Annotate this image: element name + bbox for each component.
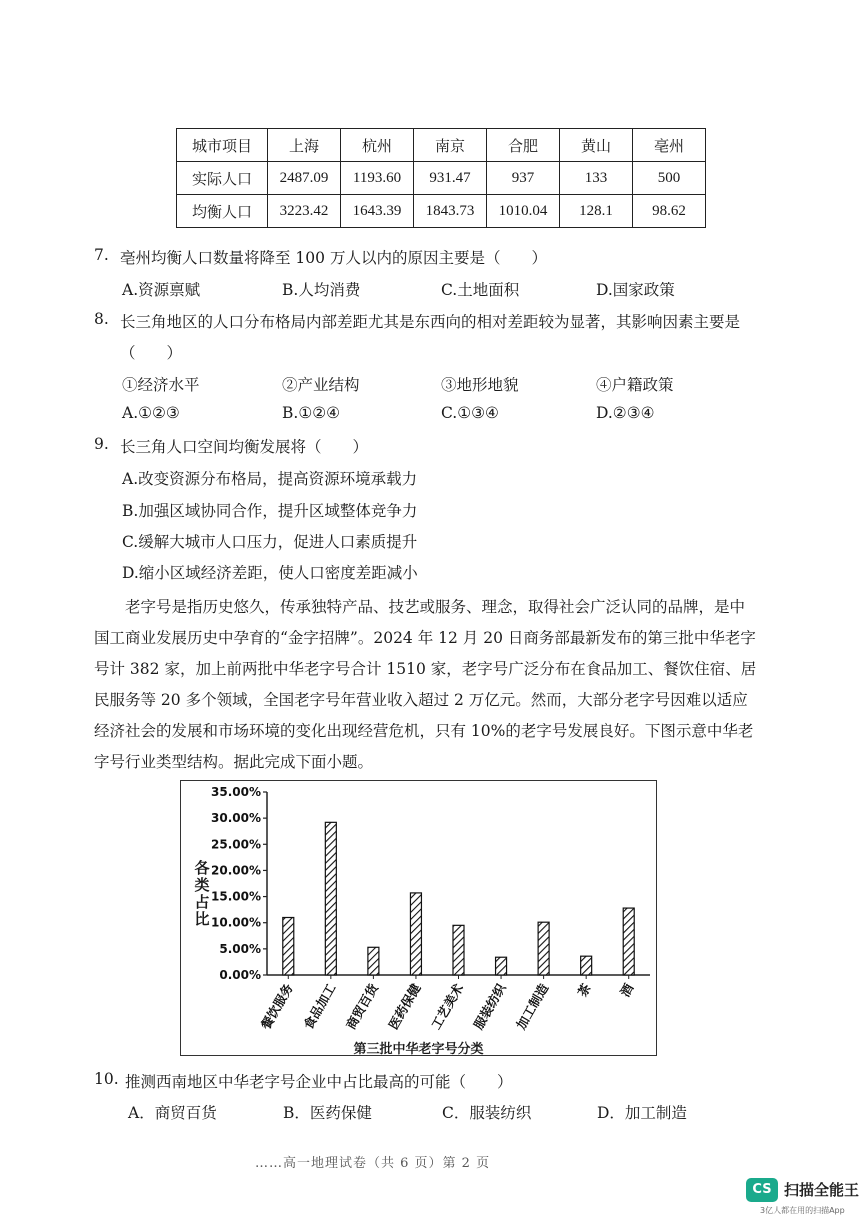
table-cell: 杭州 — [341, 129, 414, 162]
table-cell: 合肥 — [487, 129, 560, 162]
passage-line: 民服务等 20 多个领域，全国老字号年营业收入超过 2 万亿元。然而，大部分老字号因难以适应 — [94, 691, 748, 709]
table-cell: 上海 — [268, 129, 341, 162]
chart-y-tick-label: 15.00% — [211, 889, 261, 904]
table-cell: 500 — [633, 162, 706, 195]
q8-option-b: B.①②④ — [282, 404, 341, 422]
chart-x-tick-label: 加工制造 — [513, 981, 552, 1032]
q7-number: 7. — [94, 246, 109, 264]
q10-option-a: A．商贸百货 — [128, 1104, 217, 1122]
chart-bar — [623, 908, 634, 975]
q8-factor-2: ②产业结构 — [282, 376, 360, 394]
page-footer: ……高一地理试卷（共 6 页）第 2 页 — [255, 1156, 491, 1171]
chart-y-tick-label: 30.00% — [211, 811, 261, 826]
q9-option-d: D.缩小区域经济差距，使人口密度差距减小 — [122, 564, 418, 582]
chart-y-tick-label: 35.00% — [211, 785, 261, 799]
q9-stem: 长三角人口空间均衡发展将（ ） — [120, 438, 369, 456]
chart-x-tick-label: 服装纺织 — [470, 981, 509, 1032]
passage-line: 国工商业发展历史中孕育的“金字招牌”。2024 年 12 月 20 日商务部最新发布的第三批中华老字 — [94, 629, 756, 647]
table-cell: 98.62 — [633, 195, 706, 228]
table-cell: 3223.42 — [268, 195, 341, 228]
camscanner-logo-icon: CS — [746, 1178, 778, 1202]
table-cell: 实际人口 — [177, 162, 268, 195]
table-cell: 931.47 — [414, 162, 487, 195]
table-cell: 南京 — [414, 129, 487, 162]
q10-option-d: D．加工制造 — [597, 1104, 687, 1122]
chart-bar — [283, 917, 294, 975]
q10-stem: 推测西南地区中华老字号企业中占比最高的可能（ ） — [125, 1073, 513, 1091]
q7-option-c: C.土地面积 — [441, 281, 520, 299]
table-cell: 城市项目 — [177, 129, 268, 162]
q8-number: 8. — [94, 310, 109, 328]
table-cell: 均衡人口 — [177, 195, 268, 228]
passage-line: 字号行业类型结构。据此完成下面小题。 — [94, 753, 374, 771]
chart-x-tick-label: 酒 — [617, 981, 637, 1000]
chart-y-tick-label: 25.00% — [211, 837, 261, 852]
chart-x-tick-label: 商贸百货 — [342, 981, 381, 1032]
chart-x-tick-label: 茶 — [574, 981, 594, 1000]
q8-option-c: C.①③④ — [441, 404, 499, 422]
table-cell: 1193.60 — [341, 162, 414, 195]
q8-factor-3: ③地形地貌 — [441, 376, 519, 394]
chart-x-tick-label: 工艺美术 — [428, 981, 467, 1032]
passage-line: 号计 382 家，加上前两批中华老字号合计 1510 家，老字号广泛分布在食品加工、餐饮住宿、居 — [94, 660, 757, 678]
q8-answer-paren: （ ） — [120, 344, 183, 362]
chart-y-tick-label: 5.00% — [219, 941, 261, 956]
q10-option-c: C．服装纺织 — [442, 1104, 532, 1122]
q8-factor-4: ④户籍政策 — [596, 376, 674, 394]
passage-line: 老字号是指历史悠久，传承独特产品、技艺或服务、理念，取得社会广泛认同的品牌，是中 — [94, 598, 746, 616]
table-cell: 亳州 — [633, 129, 706, 162]
chart-bar — [496, 957, 507, 975]
camscanner-tagline: 3亿人都在用的扫描App — [760, 1206, 845, 1215]
table-cell: 黄山 — [560, 129, 633, 162]
table-cell: 1010.04 — [487, 195, 560, 228]
chart-x-tick-label: 餐饮服务 — [257, 981, 296, 1032]
chart-bar — [581, 956, 592, 975]
q10-number: 10. — [94, 1070, 119, 1088]
camscanner-app-name: 扫描全能王 — [784, 1181, 860, 1199]
q7-option-b: B.人均消费 — [282, 281, 361, 299]
chart-bar — [410, 893, 421, 975]
chart-y-tick-label: 0.00% — [219, 968, 261, 982]
q8-option-d: D.②③④ — [596, 404, 655, 422]
table-cell: 1843.73 — [414, 195, 487, 228]
table-cell: 133 — [560, 162, 633, 195]
chart-bar — [368, 947, 379, 975]
q9-option-b: B.加强区域协同合作，提升区域整体竞争力 — [122, 502, 418, 520]
chart-x-tick-label: 医药保健 — [385, 981, 424, 1032]
table-cell: 937 — [487, 162, 560, 195]
chart-bar — [538, 922, 549, 975]
q9-number: 9. — [94, 435, 109, 453]
q7-stem: 亳州均衡人口数量将降至 100 万人以内的原因主要是（ ） — [120, 249, 547, 267]
table-cell: 128.1 — [560, 195, 633, 228]
chart-bar — [453, 925, 464, 975]
chart-bar — [325, 822, 336, 975]
q8-stem: 长三角地区的人口分布格局内部差距尤其是东西向的相对差距较为显著，其影响因素主要是 — [120, 313, 741, 331]
q10-option-b: B．医药保健 — [283, 1104, 372, 1122]
q7-option-d: D.国家政策 — [596, 281, 675, 299]
q9-option-a: A.改变资源分布格局，提高资源环境承载力 — [122, 470, 418, 488]
q9-option-c: C.缓解大城市人口压力，促进人口素质提升 — [122, 533, 418, 551]
chart-y-tick-label: 20.00% — [211, 863, 261, 878]
q7-option-a: A.资源禀赋 — [122, 281, 201, 299]
chart-y-axis-label: 各类占比 — [194, 859, 210, 928]
q8-factor-1: ①经济水平 — [122, 376, 200, 394]
passage-line: 经济社会的发展和市场环境的变化出现经营危机，只有 10%的老字号发展良好。下图示意中华老 — [94, 722, 754, 740]
chart-x-tick-label: 食品加工 — [300, 981, 339, 1032]
chart-y-tick-label: 10.00% — [211, 915, 261, 930]
table-cell: 2487.09 — [268, 162, 341, 195]
chart-x-axis-title: 第三批中华老字号分类 — [353, 1042, 484, 1057]
q8-option-a: A.①②③ — [122, 404, 180, 422]
table-cell: 1643.39 — [341, 195, 414, 228]
